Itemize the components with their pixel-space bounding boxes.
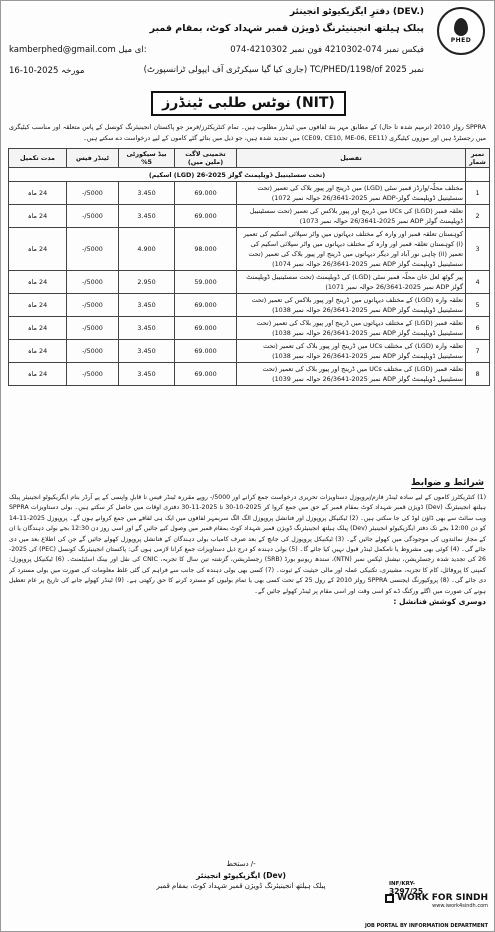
row-description: تعلقہ وارہ (LGD) کے مختلف دیہاتوں میں ڈرینج اور پیور بلاکس کی تعمیر (تحت سسٹینیبل ڈویلپمنٹ گولز ADP نمبر 2025-26/3641 حوالہ نمبر 1038) — [237, 294, 466, 317]
row-time: 24 ماہ — [9, 363, 67, 386]
fax-number: 074-4210302 — [230, 45, 288, 55]
brand-name: WORK FOR SINDH — [397, 893, 488, 903]
scheme-subheading: (تحت سسٹینیبل ڈویلپمنٹ گولز 2025-26 (LGD) اسکیم) — [9, 168, 466, 182]
logo-text: PHED — [450, 37, 472, 44]
work-for-sindh-badge — [378, 893, 488, 909]
row-fee: 5000/- — [67, 182, 119, 205]
division-line: پبلک ہیلتھ انجینیئرنگ ڈویژن قمبر شہداد کوٹ، بمقام قمبر — [149, 23, 424, 34]
inf-number: 3297/25 — [389, 887, 424, 896]
date-label: مورخہ — [61, 66, 85, 76]
notice-label: دوسری کوشش — [428, 597, 486, 607]
email[interactable]: kamberphed@gmail.com — [9, 45, 116, 55]
row-description: تعلقہ وارہ (LGD) کی مختلف UCs میں ڈرینج اور پیور بلاک کی تعمیر (تحت سسٹینیبل ڈویلپمنٹ گولز ADP نمبر 2025-26/3641 حوالہ نمبر 1038) — [237, 340, 466, 363]
first-label: فنانشل : — [393, 597, 427, 607]
row-cost: 69.000 — [175, 340, 237, 363]
job-portal-line: JOB PORTAL BY INFORMATION DEPARTMENT — [364, 923, 488, 929]
phed-logo — [437, 7, 485, 55]
row-sr: 8 — [466, 363, 490, 386]
row-cost: 69.000 — [175, 363, 237, 386]
row-time: 24 ماہ — [9, 271, 67, 294]
row-description: تعلقہ قمبر (LGD) کی مختلف UCs میں ڈرینج اور پیور بلاک کی تعمیر (تحت سسٹینیبل ڈویلپمنٹ گولز ADP نمبر 2025-26/3641 حوالہ نمبر 1039) — [237, 363, 466, 386]
reference-label: نمبر — [409, 65, 424, 75]
table-row — [9, 294, 490, 317]
row-cost: 59.000 — [175, 271, 237, 294]
row-earnest: 3.450 — [119, 294, 175, 317]
terms-body — [9, 493, 486, 853]
row-cost: 69.000 — [175, 294, 237, 317]
row-fee: 5000/- — [67, 205, 119, 228]
table-header-row — [9, 149, 490, 168]
row-description: پیر گوٹھ لعل خان محلّہ قمبر سٹی (LGD) کی ڈویلپمنٹ (تحت سسٹینیبل ڈویلپمنٹ گولز ADP نمبر 2025-26/3641 حوالہ نمبر 1071) — [237, 271, 466, 294]
terms-text: (1) کنٹریکٹرز کاموں کے لیے سادہ ٹینڈر فارم/پروپوزل دستاویزات تحریری درخواست جمع کرانے اور 5000/- روپے مقررہ ٹینڈر فیس نا قابلِ واپسی کے پے آرڈر بنام ایگزیکیوٹو انجینیئر پبلک ہیلتھ انجینیئرنگ (Dev) ڈویژن قمبر شہداد کوٹ بمقام قمبر کے حق میں جمع کروا کر 2025-10-30 تا 2025-11-30 دفتری اوقات میں حاصل کر سکتے ہیں۔ بولی دستاویزات SPPRA ویب سائٹ سے بھی ڈاؤن لوڈ کی جا سکتی ہیں۔ (2) ٹیکنیکل پروپوزل اور فنانشل پروپوزل الگ الگ سربمہر لفافوں میں ایک ہی لفافے میں جمع کروانے ہوں گے۔ پروپوزل 2025-11-14 کو دن 12:00 بجے تک دفتر ایگزیکیوٹو انجینیئر (Dev) پبلک ہیلتھ انجینیئرنگ ڈویژن قمبر شہداد کوٹ بمقام قمبر میں وصول کیے جائیں گے اور اسی روز دن 12:30 بجے بولی دہندگان یا ان کے مجاز نمائندوں کی موجودگی میں کھولے جائیں گے۔ (3) ٹیکنیکل پروپوزل کی جانچ کے بعد صرف کامیاب بولی دہندگان کے فنانشل پروپوزل کھولے جائیں گے جن کی اطلاع بعد میں دی جائے گی۔ (4) کوئی بھی مشروط یا نامکمل ٹینڈر قبول نہیں کیا جائے گا۔ (5) بولی دہندہ کو درج ذیل دستاویزات جمع کرانا لازمی ہوں گی: پاکستان انجینیئرنگ کونسل (PEC) کی 2025-26 کی تجدید شدہ رجسٹریشن، نیشنل ٹیکس نمبر (NTN)، سندھ ریونیو بورڈ (SRB) رجسٹریشن، گزشتہ تین سال کا تجربہ، CNIC کی نقل اور بینک اسٹیٹمنٹ۔ (6) ٹیکنیکل پروپوزل: کمپنی کا پروفائل، کام کا تجربہ، مشینری، تکنیکی عملہ اور مالی حیثیت کے ثبوت۔ (7) کسی بھی بولی دہندہ کی جانب سے فراہم کی گئی غلط معلومات کی صورت میں بولی مسترد کر دی جائے گی۔ (8) پروکیورنگ ایجنسی SPPRA رولز 2010 کے رول 25 کے تحت کسی بھی یا تمام بولیوں کو مسترد کرنے کا حق رکھتی ہے۔ (9) ٹینڈر کھولے جانے کی تاریخ پر عام تعطیل ہونے کی صورت میں اگلے ورکنگ ڈے کو اسی وقت اور اسی مقام پر ٹینڈر کھولے جائیں گے۔ — [9, 494, 486, 595]
table-row — [9, 317, 490, 340]
intro-paragraph: SPPRA رولز 2010 (ترمیم شدہ تا حال) کے مطابق مہر بند لفافوں میں ٹینڈرز مطلوب ہیں۔ تمام کنٹریکٹرز/فرمز جو پاکستان انجینیئرنگ کونسل کے پاس متعلقہ اور مناسب کیٹیگری میں رجسٹرڈ ہیں اور موزوں کیٹیگری (CE09, CE10, ME-06, EE11) میں تجدید شدہ ہیں، جو ذیل میں بتائے گئے کاموں کے لیے درخواست دے سکتے ہیں۔ — [9, 124, 486, 142]
col-time: مدت تکمیل — [9, 149, 67, 168]
row-time: 24 ماہ — [9, 317, 67, 340]
row-time: 24 ماہ — [9, 205, 67, 228]
phone-number: 074-4210302 — [324, 45, 382, 55]
row-sr: 6 — [466, 317, 490, 340]
row-cost: 69.000 — [175, 205, 237, 228]
row-fee: 5000/- — [67, 317, 119, 340]
signature-label: دستخط /- — [226, 860, 256, 868]
col-fee: ٹینڈر فیس — [67, 149, 119, 168]
row-fee: 5000/- — [67, 340, 119, 363]
table-row — [9, 271, 490, 294]
signatory-title: ایگزیکیوٹو انجینئر (Dev) — [196, 871, 286, 880]
table-row — [9, 228, 490, 271]
fax-label: فیکس نمبر — [384, 45, 424, 55]
row-time: 24 ماہ — [9, 340, 67, 363]
office-line: دفترِ ایگزیکیوٹو انجینئر (DEV.) — [289, 7, 424, 17]
row-description: تعلقہ قمبر (LGD) کی UCs میں ڈرینج اور پیور بلاکس کی تعمیر (تحت سسٹینیبل ڈویلپمنٹ گولز ADP نمبر 2025-26/3641 حوالہ نمبر 1073) — [237, 205, 466, 228]
phone-label: فون نمبر — [290, 45, 323, 55]
row-fee: 5000/- — [67, 363, 119, 386]
row-sr: 1 — [466, 182, 490, 205]
row-earnest: 3.450 — [119, 340, 175, 363]
reference-number: TC/PHED/1198/of 2025 — [309, 65, 407, 75]
row-sr: 7 — [466, 340, 490, 363]
row-time: 24 ماہ — [9, 294, 67, 317]
ref-note: (جاری کیا گیا سیکرٹری آف ایپولی ٹرانسپورٹ) — [143, 65, 308, 75]
table-subheading-row — [9, 168, 490, 182]
col-cost: تخمینی لاگت (ملین میں) — [175, 149, 237, 168]
row-earnest: 3.450 — [119, 205, 175, 228]
terms-heading: شرائط و ضوابط — [411, 478, 484, 488]
table-row — [9, 205, 490, 228]
notice-date: 16-10-2025 — [9, 66, 59, 76]
row-description: کوہستان تعلقہ قمبر اور وارہ کے مختلف دیہاتوں میں واٹر سپلائی اسکیم کی تعمیر (i) کوہستان تعلقہ قمبر اور وارہ کے مختلف دیہاتوں میں واٹر سپلائی اسکیم کی تعمیر (ii) چاہی نور آباد اور دیگر دیہاتوں میں ڈرینج اور پیور بلاک کی تعمیر (تحت سسٹینیبل ڈویلپمنٹ گولز ADP نمبر 2025-26/3641 حوالہ نمبر 1074) — [237, 228, 466, 271]
col-earnest: بیڈ سیکورٹی 5% — [119, 149, 175, 168]
row-sr: 4 — [466, 271, 490, 294]
contact-line — [9, 45, 424, 55]
row-description: مختلف محلّہ/وارڈز قمبر سٹی (LGD) میں ڈرینج اور پیور بلاک کی تعمیر (تحت سسٹینیبل ڈویلپمنٹ گولز-ADP نمبر 2025-26/3641 حوالہ نمبر 1072) — [237, 182, 466, 205]
water-drop-icon — [454, 18, 468, 36]
row-earnest: 3.450 — [119, 317, 175, 340]
row-fee: 5000/- — [67, 294, 119, 317]
row-sr: 5 — [466, 294, 490, 317]
tenders-table — [8, 148, 490, 386]
signatory-office: پبلک ہیلتھ انجینیئرنگ ڈویژن قمبر شہداد کوٹ، بمقام قمبر — [156, 882, 326, 890]
row-sr: 2 — [466, 205, 490, 228]
row-sr: 3 — [466, 228, 490, 271]
row-earnest: 3.450 — [119, 182, 175, 205]
square-logo-icon — [385, 894, 394, 903]
row-cost: 69.000 — [175, 182, 237, 205]
row-cost: 98.000 — [175, 228, 237, 271]
row-cost: 69.000 — [175, 317, 237, 340]
col-sr: نمبر شمار — [466, 149, 490, 168]
row-fee: 5000/- — [67, 228, 119, 271]
row-earnest: 2.950 — [119, 271, 175, 294]
table-row — [9, 363, 490, 386]
table-row — [9, 182, 490, 205]
row-description: تعلقہ قمبر (LGD) کے مختلف دیہاتوں میں ڈرینج اور پیور بلاک کی تعمیر (تحت سسٹینیبل ڈویلپمنٹ گولز ADP نمبر 2025-26/3641 حوالہ نمبر 1038) — [237, 317, 466, 340]
row-time: 24 ماہ — [9, 182, 67, 205]
reference-line — [9, 65, 424, 76]
row-fee: 5000/- — [67, 271, 119, 294]
email-label: ای میل: — [118, 45, 147, 55]
signature-block — [151, 859, 331, 892]
col-description: تفصیل — [237, 149, 466, 168]
row-earnest: 3.450 — [119, 363, 175, 386]
table-row — [9, 340, 490, 363]
inf-label: INF/KRY- — [389, 881, 416, 887]
notice-title: نوٹس طلبی ٹینڈرز (NIT) — [151, 91, 346, 116]
row-time: 24 ماہ — [9, 228, 67, 271]
row-earnest: 4.900 — [119, 228, 175, 271]
brand-url[interactable]: www.iwork4sindh.com — [432, 903, 488, 909]
